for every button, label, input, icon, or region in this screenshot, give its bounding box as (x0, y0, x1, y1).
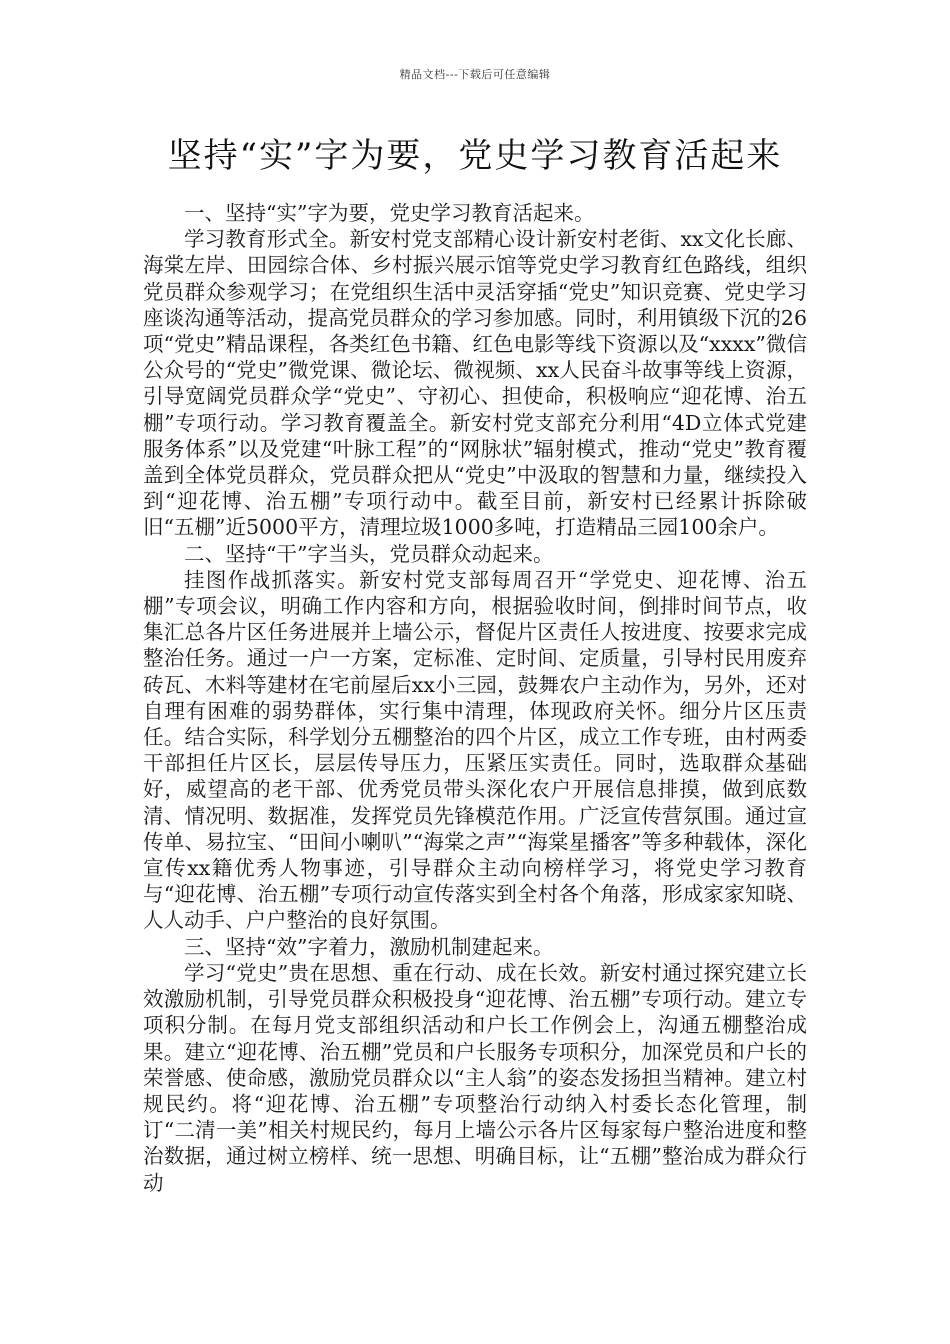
header-note: 精品文档---下载后可任意编辑 (399, 68, 551, 81)
document-body (143, 200, 807, 1196)
document-title: 坚持“实”字为要，党史学习教育活起来 (167, 136, 783, 176)
paragraph-section-2: 挂图作战抓落实。新安村党支部每周召开“学党史、迎花博、治五棚”专项会议，明确工作内容和方向，根据验收时间，倒排时间节点，收集汇总各片区任务进展并上墙公示，督促片区责任人按进度、按要求完成整治任务。通过一户一方案，定标准、定时间、定质量，引导村民用废弃砖瓦、木料等建材在宅前屋后xx小三园，鼓舞农户主动作为，另外，还对自理有困难的弱势群体，实行集中清理，体现政府关怀。细分片区压责任。结合实际，科学划分五棚整治的四个片区，成立工作专班，由村两委干部担任片区长，层层传导压力，压紧压实责任。同时，选取群众基础好，威望高的老干部、优秀党员带头深化农户开展信息排摸，做到底数清、情况明、数据准，发挥党员先锋模范作用。广泛宣传营氛围。通过宣传单、易拉宝、“田间小喇叭”“海棠之声”“海棠星播客”等多种载体，深化宣传xx籍优秀人物事迹，引导群众主动向榜样学习，将党史学习教育与“迎花博、治五棚”专项行动宣传落实到全村各个角落，形成家家知晓、人人动手、户户整治的良好氛围。 (143, 567, 807, 933)
heading-section-3: 三、坚持“效”字着力，激励机制建起来。 (184, 934, 554, 959)
paragraph-section-1: 学习教育形式全。新安村党支部精心设计新安村老街、xx文化长廊、海棠左岸、田园综合体、乡村振兴展示馆等党史学习教育红色路线，组织党员群众参观学习；在党组织生活中灵活穿插“党史”知识竞赛、党史学习座谈沟通等活动，提高党员群众的学习参加感。同时，利用镇级下沉的26项“党史”精品课程，各类红色书籍、红色电影等线下资源以及“xxxx”微信公众号的“党史”微党课、微论坛、微视频、xx人民奋斗故事等线上资源，引导宽阔党员群众学“党史”、守初心、担使命，积极响应“迎花博、治五棚”专项行动。学习教育覆盖全。新安村党支部充分利用“4D立体式党建服务体系”以及党建“叶脉工程”的“网脉状”辐射模式，推动“党史”教育覆盖到全体党员群众，党员群众把从“党史”中汲取的智慧和力量，继续投入到“迎花博、治五棚”专项行动中。截至目前，新安村已经累计拆除破旧“五棚”近5000平方，清理垃圾1000多吨，打造精品三园100余户。 (143, 227, 807, 540)
heading-section-1: 一、坚持“实”字为要，党史学习教育活起来。 (184, 201, 595, 225)
heading-section-2: 二、坚持“干”字当头，党员群众动起来。 (184, 541, 554, 566)
paragraph-section-3: 学习“党史”贵在思想、重在行动、成在长效。新安村通过探究建立长效激励机制，引导党员群众积极投身“迎花博、治五棚”专项行动。建立专项积分制。在每月党支部组织活动和户长工作例会上，沟通五棚整治成果。建立“迎花博、治五棚”党员和户长服务专项积分，加深党员和户长的荣誉感、使命感，激励党员群众以“主人翁”的姿态发扬担当精神。建立村规民约。将“迎花博、治五棚”专项整治行动纳入村委长态化管理，制订“二清一美”相关村规民约，每月上墙公示各片区每家每户整治进度和整治数据，通过树立榜样、统一思想、明确目标，让“五棚”整治成为群众行动 (143, 960, 807, 1195)
